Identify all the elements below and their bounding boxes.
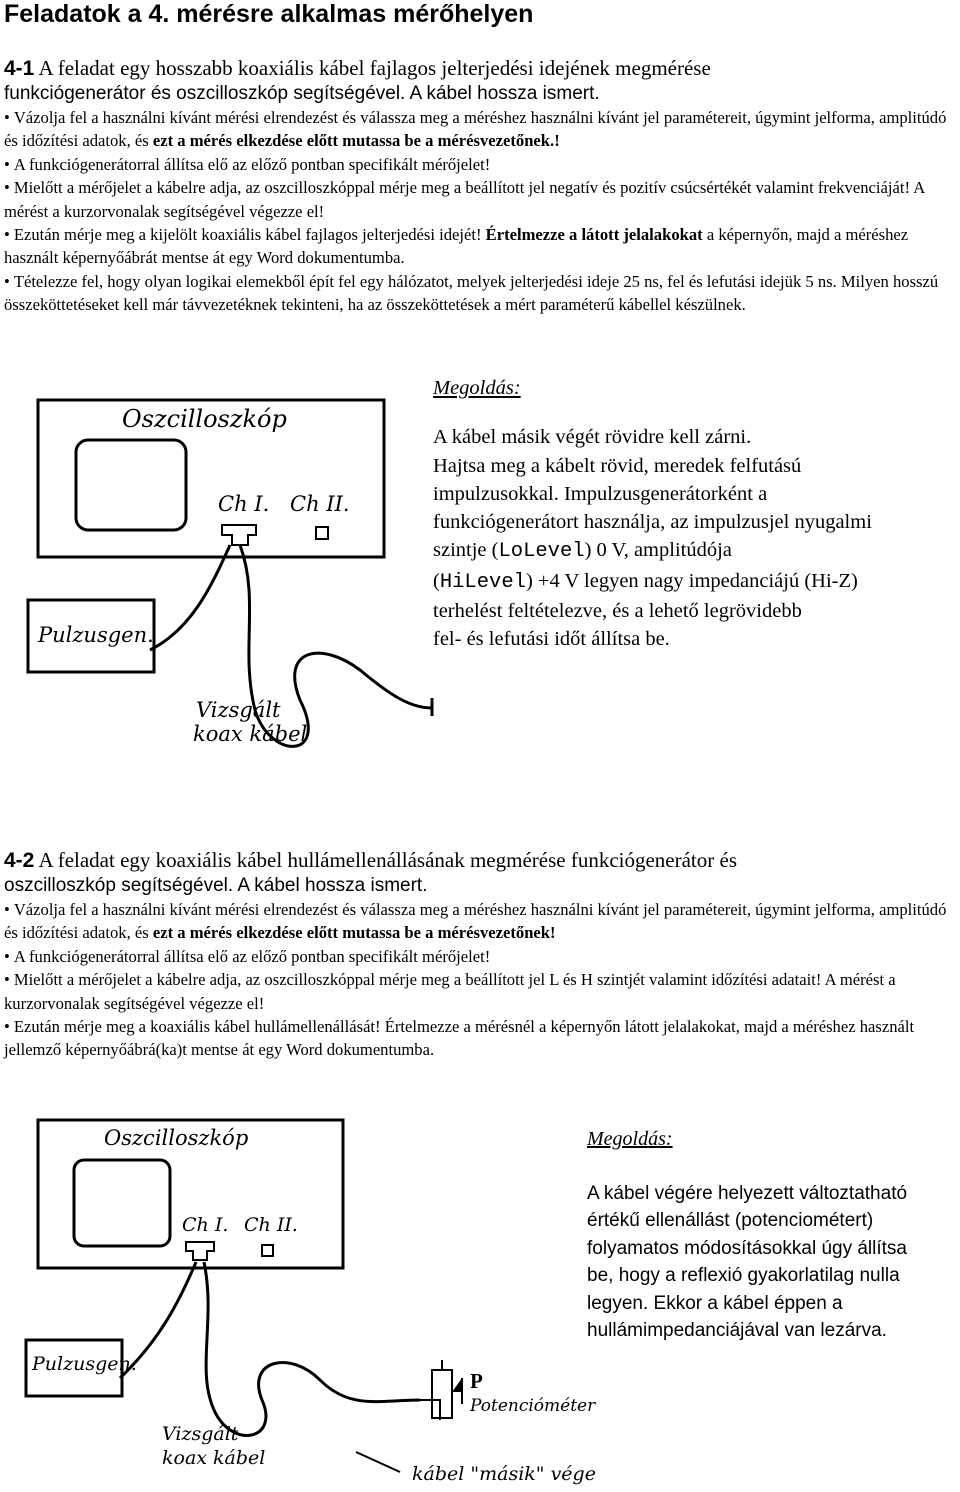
cable-label-line1: Vizsgált: [162, 1423, 239, 1445]
solution-line: impulzusokkal. Impulzusgenerátorként a: [433, 482, 768, 505]
solution-line: terhelést feltételezve, és a lehető legrövidebb: [433, 600, 802, 623]
bullet-item: • Ezután mérje meg a koaxiális kábel hullámellenállását! Értelmezze a mérésnél a képernyőn látott jelalakokat, majd a méréshez használt jellemző képernyőábrá(ka)t mentse át egy Word dokumentumba.: [4, 1015, 956, 1062]
bullet-item: • Mielőtt a mérőjelet a kábelre adja, az oszcilloszkóppal mérje meg a beállított jel negatív és pozitív csúcsértékét valamint frekvenciáját! A mérést a kurzorvonalak segítségével végezze el!: [4, 176, 956, 223]
exercise-heading-line2: funkciógenerátor és oszcilloszkóp segítségével. A kábel hossza ismert.: [4, 83, 600, 104]
oscilloscope-screen: [74, 1160, 170, 1246]
oscilloscope-label: Oszcilloszkóp: [122, 405, 287, 433]
cable-label-line2: koax kábel: [162, 1447, 266, 1469]
ch1-label: Ch I.: [182, 1214, 229, 1236]
bullet-item: • Tételezze fel, hogy olyan logikai elemekből épít fel egy hálózatot, melyek jelterjedési ideje 25 ns, fel és lefutási idejük 5 ns. Milyen hosszú összeköttetéseket kell már távvezetéknek tekinteni, ha az összeköttetések a mért paraméterű kábellel készülnek.: [4, 270, 956, 317]
solution-line: be, hogy a reflexió gyakorlatilag nulla: [587, 1265, 900, 1286]
bullet-item: • Vázolja fel a használni kívánt mérési elrendezést és válassza meg a méréshez használni kívánt jel paramétereit, úgymint jelforma, amplitúdó és időzítési adatok, és ezt a mérés elkezdése előtt mutassa be a mérésvezetőnek!: [4, 898, 956, 945]
cable-label-line1: Vizsgált: [196, 698, 281, 722]
bullet-item: • A funkciógenerátorral állítsa elő az előző pontban specifikált mérőjelet!: [4, 945, 956, 968]
exercise-number: 4-2: [4, 849, 35, 872]
solution-line: funkciógenerátort használja, az impulzusjel nyugalmi: [433, 511, 872, 534]
solution-line: (HiLevel) +4 V legyen nagy impedanciájú (Hi-Z): [433, 569, 858, 594]
solution-line: A kábel végére helyezett változtatható: [587, 1182, 908, 1204]
bnc-connector: [186, 1242, 214, 1260]
ch2-label: Ch II.: [290, 492, 350, 516]
ch2-connector: [262, 1245, 273, 1256]
coax-cable: [120, 1262, 420, 1435]
exercise-heading: A feladat egy koaxiális kábel hullámellenállásának megmérése funkciógenerátor és: [38, 848, 738, 872]
generator-label: Pulzusgen.: [38, 623, 154, 647]
cable-label-line2: koax kábel: [193, 722, 308, 746]
exercise-heading-line2: oszcilloszkóp segítségével. A kábel hossza ismert.: [4, 875, 428, 896]
page-title: Feladatok a 4. mérésre alkalmas mérőhelyen: [4, 0, 534, 28]
exercise-heading: A feladat egy hosszabb koaxiális kábel fajlagos jelterjedési idejének megmérése: [38, 56, 711, 80]
potentiometer-label: Potencióméter: [470, 1396, 596, 1416]
ch2-label: Ch II.: [244, 1214, 298, 1236]
solution-line: fel- és lefutási időt állítsa be.: [433, 628, 670, 651]
generator-label: Pulzusgen.: [32, 1353, 137, 1375]
solution-line: szintje (LoLevel) 0 V, amplitúdója: [433, 539, 732, 564]
bullet-item: • Vázolja fel a használni kívánt mérési elrendezést és válassza meg a méréshez használni kívánt jel paramétereit, úgymint jelforma, amplitúdó és időzítési adatok, és ezt a mérés elkezdése előtt mutassa be a mérésvezetőnek.!: [4, 106, 956, 153]
solution-line: hullámimpedanciájával van lezárva.: [587, 1320, 887, 1341]
ch1-label: Ch I.: [218, 492, 270, 516]
bullet-item: • Mielőtt a mérőjelet a kábelre adja, az oszcilloszkóppal mérje meg a beállított jel L és H szintjét valamint időzítési adatait! A mérést a kurzorvonalak segítségével végezze el!: [4, 968, 956, 1015]
solution-4-2: [587, 1126, 907, 1345]
potentiometer-wiper: [452, 1378, 462, 1392]
oscilloscope-label: Oszcilloszkóp: [104, 1126, 249, 1150]
potentiometer-body: [432, 1370, 452, 1418]
potentiometer-symbol: P: [470, 1369, 483, 1393]
solution-line: Hajtsa meg a kábelt rövid, meredek felfutású: [433, 454, 802, 477]
bullet-item: • Ezután mérje meg a kijelölt koaxiális kábel fajlagos jelterjedési idejét! Értelmezze a látott jelalakokat a képernyőn, majd a méréshez használt képernyőábrát mentse át egy Word dokumentumba.: [4, 223, 956, 270]
solution-title: Megoldás:: [433, 377, 521, 399]
bullet-item: • A funkciógenerátorral állítsa elő az előző pontban specifikált mérőjelet!: [4, 153, 956, 176]
cable-end-label: kábel "másik" vége: [412, 1463, 596, 1485]
exercise-number: 4-1: [4, 57, 35, 80]
solution-line: értékű ellenállást (potenciométert): [587, 1210, 874, 1231]
solution-line: legyen. Ekkor a kábel éppen a: [587, 1292, 843, 1314]
solution-line: folyamatos módosításokkal úgy állítsa: [587, 1237, 907, 1259]
solution-line: A kábel másik végét rövidre kell zárni.: [433, 426, 752, 449]
solution-title: Megoldás:: [587, 1128, 673, 1150]
